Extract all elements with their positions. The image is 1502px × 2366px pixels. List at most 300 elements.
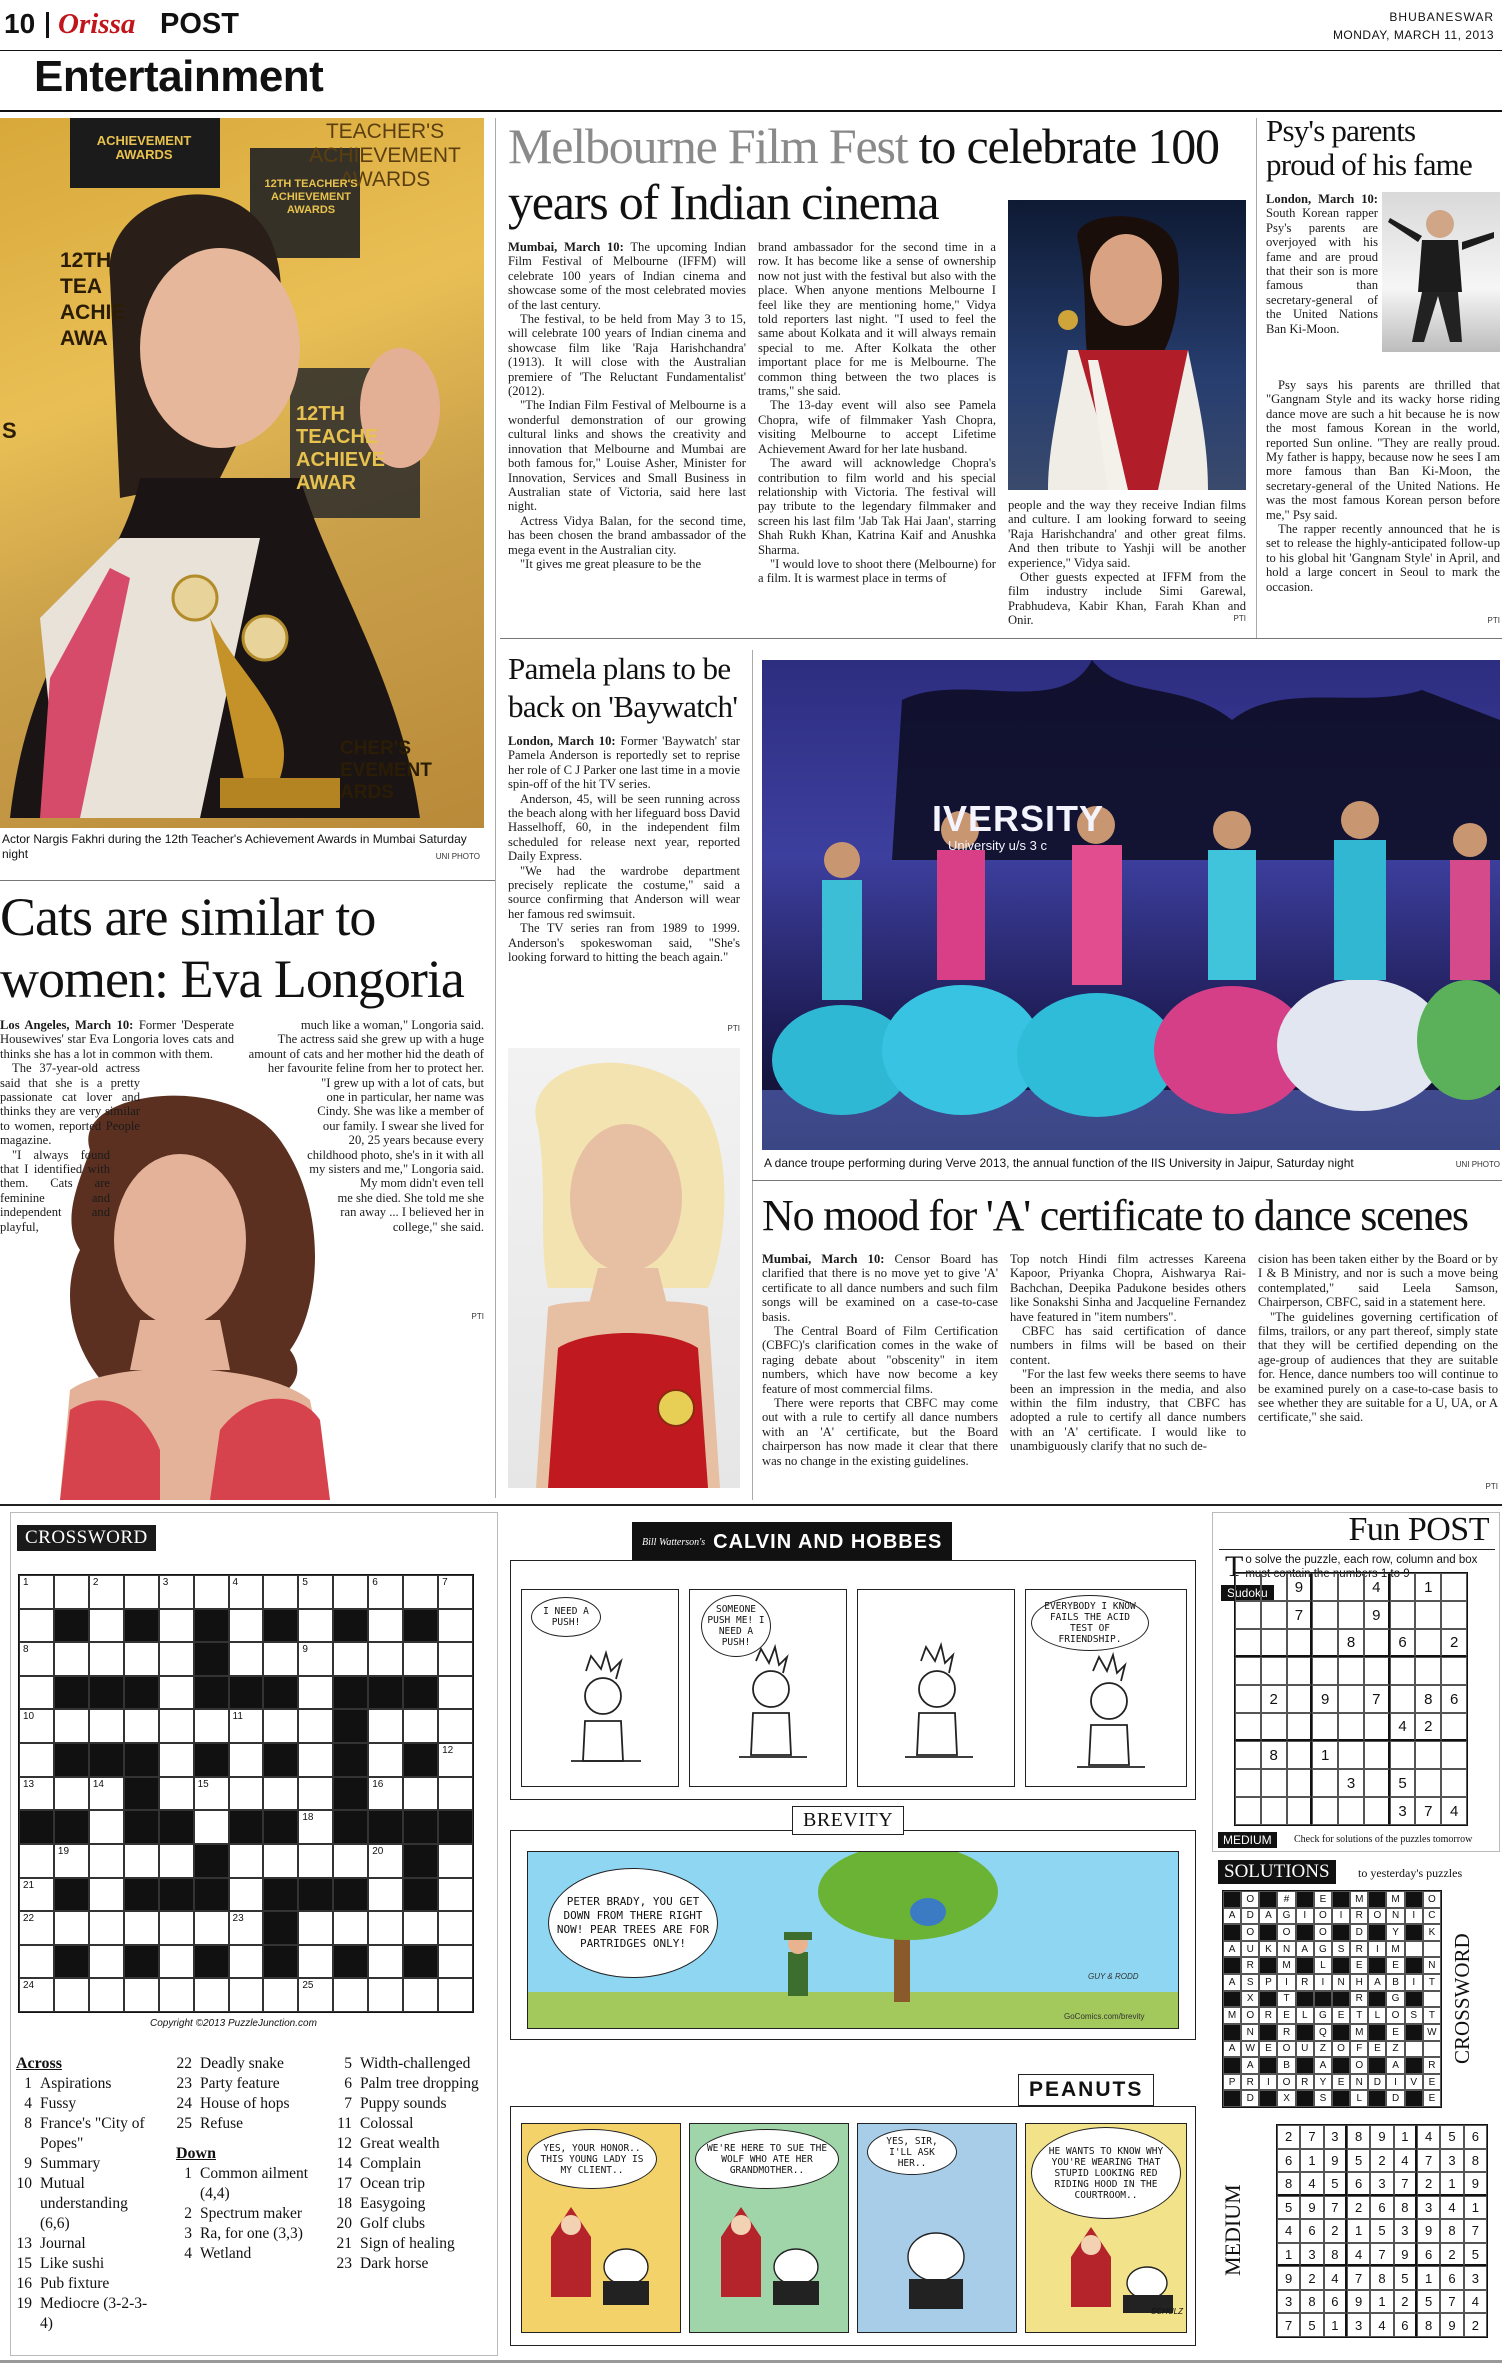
speech-bubble: PETER BRADY, YOU GET DOWN FROM THERE RIGHT NOW! PEAR TREES ARE FOR PARTRIDGES ONLY!	[548, 1868, 718, 1978]
sudoku-cell[interactable]	[1287, 1685, 1313, 1713]
crossword-cell[interactable]	[403, 1642, 438, 1676]
crossword-black-cell	[54, 1743, 89, 1777]
crossword-cell[interactable]	[438, 1676, 473, 1710]
solution-cell: U	[1241, 1941, 1259, 1958]
sudoku-cell[interactable]: 8	[1261, 1741, 1287, 1769]
crossword-cell[interactable]	[229, 1743, 264, 1777]
solution-cell: #	[1277, 1891, 1295, 1908]
crossword-cell[interactable]	[19, 1945, 54, 1979]
sudoku-cell[interactable]: 4	[1441, 1797, 1467, 1825]
crossword-cell[interactable]	[229, 1609, 264, 1643]
sudoku-cell: 3	[1394, 2219, 1417, 2243]
sudoku-cell[interactable]	[1441, 1573, 1467, 1601]
crossword-cell[interactable]	[403, 1777, 438, 1811]
solution-cell: M	[1277, 1957, 1295, 1974]
solution-cell: K	[1259, 1941, 1277, 1958]
sudoku-cell[interactable]	[1287, 1629, 1313, 1657]
clue-number: 5	[344, 2055, 352, 2072]
crossword-cell[interactable]	[333, 1978, 368, 2012]
speech-bubble: EVERYBODY I KNOW FAILS THE ACID TEST OF FRIENDSHIP.	[1031, 1595, 1149, 1651]
crossword-cell[interactable]	[89, 1575, 124, 1609]
crossword-cell[interactable]	[229, 1777, 264, 1811]
sudoku-cell[interactable]	[1364, 1797, 1390, 1825]
paragraph: The award will acknowledge Chopra's contribution to film world and his special relationship with Victoria. The festival will pay tribute to the legendary filmmaker and screen his last film 'Jab Tak Hai Jaan', starring Shah Rukh Khan, Katrina Kaif and Anushka Sharma.	[758, 456, 996, 557]
solution-cell: T	[1423, 2007, 1441, 2024]
sudoku-cell[interactable]: 2	[1441, 1629, 1467, 1657]
crossword-cell[interactable]	[229, 1878, 264, 1912]
calvin-byline: Bill Watterson's	[642, 1536, 706, 1548]
melbourne-col1	[508, 240, 746, 571]
crossword-black-cell	[333, 1810, 368, 1844]
sudoku-cell: 3	[1440, 2149, 1463, 2173]
crossword-cell[interactable]	[333, 1642, 368, 1676]
sudoku-cell[interactable]	[1312, 1629, 1338, 1657]
crossword-cell[interactable]	[89, 1878, 124, 1912]
sudoku-cell: 4	[1324, 2266, 1347, 2290]
sudoku-cell[interactable]	[1338, 1685, 1364, 1713]
sudoku-cell[interactable]	[1312, 1657, 1338, 1685]
sudoku-cell: 1	[1394, 2125, 1417, 2149]
crossword-cell[interactable]	[54, 1777, 89, 1811]
sudoku-cell[interactable]	[1441, 1657, 1467, 1685]
crossword-cell[interactable]	[159, 1978, 194, 2012]
sudoku-cell[interactable]	[1415, 1741, 1441, 1769]
crossword-cell[interactable]	[438, 1743, 473, 1777]
sudoku-cell: 9	[1440, 2313, 1463, 2337]
sudoku-cell[interactable]	[1261, 1797, 1287, 1825]
sudoku-cell[interactable]	[1235, 1797, 1261, 1825]
clue	[336, 2214, 486, 2234]
clue-number: 10	[23, 1711, 35, 1723]
sudoku-cell: 6	[1394, 2313, 1417, 2337]
solution-cell: W	[1241, 2041, 1259, 2058]
paragraph: CBFC has said certification of dance numbers in films will be based on their content.	[1010, 1324, 1246, 1367]
dance-photo	[762, 660, 1500, 1150]
solution-cell	[1332, 2090, 1350, 2107]
sudoku-cell[interactable]: 6	[1441, 1685, 1467, 1713]
sudoku-cell[interactable]: 5	[1390, 1769, 1416, 1797]
crossword-cell[interactable]	[89, 1642, 124, 1676]
sudoku-cell[interactable]	[1261, 1573, 1287, 1601]
sudoku-cell[interactable]: 8	[1415, 1685, 1441, 1713]
crossword-cell[interactable]	[229, 1911, 264, 1945]
paragraph: South Korean rapper Psy's parents are overjoyed with his fame and are proud that their son is more famous than secretary-general of the United Nations Ban Ki-Moon.	[1266, 206, 1378, 336]
solution-cell: M	[1386, 1941, 1404, 1958]
backdrop-text: TEACHER'S ACHIEVEMENT AWARDS	[309, 120, 461, 191]
crossword-cell[interactable]	[194, 1978, 229, 2012]
crossword-cell[interactable]	[54, 1642, 89, 1676]
sudoku-cell[interactable]: 2	[1415, 1713, 1441, 1741]
crossword-cell[interactable]	[89, 1844, 124, 1878]
crossword-cell[interactable]	[159, 1945, 194, 1979]
crossword-cell[interactable]	[438, 1777, 473, 1811]
sudoku-cell[interactable]	[1364, 1713, 1390, 1741]
sudoku-cell[interactable]	[1364, 1657, 1390, 1685]
sudoku-cell[interactable]	[1338, 1573, 1364, 1601]
crossword-cell[interactable]	[19, 1609, 54, 1643]
crossword-cell[interactable]	[124, 1575, 159, 1609]
clue	[16, 2074, 156, 2094]
solution-cell: L	[1350, 2090, 1368, 2107]
crossword-black-cell	[54, 1945, 89, 1979]
solution-cell: G	[1314, 2007, 1332, 2024]
sudoku-cell[interactable]	[1441, 1741, 1467, 1769]
crossword-black-cell	[54, 1676, 89, 1710]
sudoku-cell: 9	[1324, 2149, 1347, 2173]
paragraph: "The Indian Film Festival of Melbourne is a wonderful demonstration of our growing cultural links and shows the creativity and innovation that Melbourne and Mumbai are both famous for," Louise Asher, Minister for Innovation, Services and Small Business in Australian state of Victoria, said here last night.	[508, 398, 746, 514]
crossword-cell[interactable]	[89, 1978, 124, 2012]
crossword-cell[interactable]	[159, 1676, 194, 1710]
backdrop-text: CHER'S EVEMENT ARDS	[340, 738, 432, 803]
crossword-black-cell	[403, 1844, 438, 1878]
crossword-black-cell	[124, 1945, 159, 1979]
sudoku-cell[interactable]	[1312, 1797, 1338, 1825]
solution-cell: A	[1296, 1941, 1314, 1958]
solution-cell	[1368, 1924, 1386, 1941]
paragraph: The upcoming Indian Film Festival of Melbourne (IFFM) will celebrate 100 years of Indian cinema and showcase some of the most celebrated movies of the last century.	[508, 240, 746, 312]
crossword-cell[interactable]	[403, 1575, 438, 1609]
solution-cell	[1368, 2024, 1386, 2041]
solution-cell	[1405, 2041, 1423, 2058]
crossword-cell[interactable]	[89, 1911, 124, 1945]
sudoku-cell[interactable]: 7	[1415, 1797, 1441, 1825]
solution-cell: O	[1277, 2074, 1295, 2091]
crossword-cell[interactable]	[263, 1978, 298, 2012]
crossword-cell[interactable]	[159, 1743, 194, 1777]
crossword-cell[interactable]	[124, 1978, 159, 2012]
crossword-cell[interactable]	[19, 1777, 54, 1811]
clue-number: 15	[16, 2255, 32, 2272]
crossword-cell[interactable]	[229, 1844, 264, 1878]
crossword-cell[interactable]	[19, 1709, 54, 1743]
crossword-cell[interactable]	[159, 1609, 194, 1643]
crossword-cell[interactable]	[89, 1709, 124, 1743]
sudoku-cell[interactable]	[1287, 1769, 1313, 1797]
sudoku-cell[interactable]	[1235, 1657, 1261, 1685]
crossword-cell[interactable]	[368, 1911, 403, 1945]
censor-col3	[1258, 1252, 1498, 1425]
crossword-cell[interactable]	[194, 1709, 229, 1743]
sudoku-cell: 8	[1347, 2125, 1370, 2149]
crossword-cell[interactable]	[19, 1844, 54, 1878]
crossword-cell[interactable]	[368, 1609, 403, 1643]
crossword-cell[interactable]	[159, 1844, 194, 1878]
sudoku-cell: 1	[1417, 2266, 1440, 2290]
crossword-cell[interactable]	[438, 1878, 473, 1912]
crossword-cell[interactable]	[438, 1911, 473, 1945]
sudoku-cell[interactable]	[1441, 1769, 1467, 1797]
crossword-black-cell	[194, 1743, 229, 1777]
crossword-cell[interactable]	[19, 1575, 54, 1609]
sudoku-cell[interactable]	[1287, 1657, 1313, 1685]
sudoku-cell[interactable]: 8	[1338, 1629, 1364, 1657]
solution-cell: M	[1350, 2024, 1368, 2041]
sudoku-cell[interactable]: 1	[1415, 1573, 1441, 1601]
sudoku-cell[interactable]	[1235, 1629, 1261, 1657]
crossword-cell[interactable]	[298, 1777, 333, 1811]
calvin-header	[632, 1522, 952, 1562]
paragraph: The rapper recently announced that he is set to release the highly-anticipated follow-up to his global hit 'Gangnam Style' in April, and hold a large concert in Seoul to mark the occasion.	[1266, 522, 1500, 594]
crossword-cell[interactable]	[159, 1911, 194, 1945]
crossword-cell[interactable]	[298, 1945, 333, 1979]
crossword-cell[interactable]	[368, 1743, 403, 1777]
sudoku-cell: 7	[1370, 2243, 1393, 2267]
crossword-cell[interactable]	[263, 1575, 298, 1609]
crossword-cell[interactable]	[438, 1945, 473, 1979]
crossword-cell[interactable]	[263, 1642, 298, 1676]
solution-cell: M	[1223, 2007, 1241, 2024]
crossword-cell[interactable]	[89, 1777, 124, 1811]
crossword-cell[interactable]	[194, 1911, 229, 1945]
solution-cell: W	[1423, 2024, 1441, 2041]
crossword-cell[interactable]	[19, 1878, 54, 1912]
solution-cell	[1259, 1991, 1277, 2008]
sudoku-cell[interactable]	[1235, 1741, 1261, 1769]
solution-cell	[1368, 1957, 1386, 1974]
sudoku-cell[interactable]	[1261, 1769, 1287, 1797]
crossword-cell[interactable]	[229, 1575, 264, 1609]
crossword-cell[interactable]	[159, 1575, 194, 1609]
sudoku-cell[interactable]	[1338, 1713, 1364, 1741]
solution-cell: C	[1423, 1908, 1441, 1925]
city: BHUBANESWAR	[1389, 10, 1494, 24]
brevity-title: BREVITY	[792, 1806, 904, 1835]
sudoku-cell[interactable]	[1441, 1713, 1467, 1741]
paragraph: "The guidelines governing certification of films, trailors, or any part thereof, simply state that they will be certified depending on the age-group of audiences that they are suitable for. Hence, dance numbers too will continue to be examined purely on a case-to-case basis to see whether they are suitable for a U, UA, or A certificate," she said.	[1258, 1309, 1498, 1425]
crossword-grid[interactable]	[18, 1574, 474, 2013]
crossword-cell[interactable]	[368, 1642, 403, 1676]
crossword-cell[interactable]	[124, 1642, 159, 1676]
sudoku-cell[interactable]: 2	[1261, 1685, 1287, 1713]
sudoku-cell[interactable]: 3	[1338, 1769, 1364, 1797]
clue	[336, 2114, 486, 2134]
sudoku-cell[interactable]: 6	[1390, 1629, 1416, 1657]
crossword-cell[interactable]	[438, 1609, 473, 1643]
sudoku-cell[interactable]: 7	[1287, 1601, 1313, 1629]
crossword-cell[interactable]	[124, 1911, 159, 1945]
crossword-cell[interactable]	[368, 1709, 403, 1743]
sudoku-cell[interactable]	[1390, 1741, 1416, 1769]
crossword-black-cell	[403, 1810, 438, 1844]
crossword-black-cell	[124, 1609, 159, 1643]
sudoku-cell[interactable]: 4	[1364, 1573, 1390, 1601]
crossword-cell[interactable]	[19, 1743, 54, 1777]
crossword-cell[interactable]	[89, 1609, 124, 1643]
sudoku-grid[interactable]	[1234, 1572, 1468, 1826]
crossword-cell[interactable]	[438, 1575, 473, 1609]
solution-cell	[1259, 2057, 1277, 2074]
solution-cell: R	[1423, 2057, 1441, 2074]
solution-cell: R	[1296, 2074, 1314, 2091]
sudoku-cell[interactable]	[1261, 1657, 1287, 1685]
sudoku-cell[interactable]	[1312, 1713, 1338, 1741]
crossword-cell[interactable]	[229, 1642, 264, 1676]
solutions-title: SOLUTIONS	[1218, 1860, 1336, 1884]
crossword-cell[interactable]	[194, 1777, 229, 1811]
censor-col1	[762, 1252, 998, 1468]
speech-bubble: YES, YOUR HONOR.. THIS YOUNG LADY IS MY CLIENT..	[527, 2129, 657, 2189]
crossword-cell[interactable]	[124, 1709, 159, 1743]
crossword-cell[interactable]	[159, 1709, 194, 1743]
solutions-crossword-label: CROSSWORD	[1450, 1933, 1474, 2065]
sudoku-cell[interactable]	[1287, 1797, 1313, 1825]
crossword-cell[interactable]	[54, 1911, 89, 1945]
sudoku-cell[interactable]	[1390, 1685, 1416, 1713]
sudoku-cell[interactable]	[1338, 1797, 1364, 1825]
paragraph: The Central Board of Film Certification (CBFC)'s clarification comes in the wake of raging debate about "obscenity" in item numbers, which have now become a key feature of most commercial films.	[762, 1324, 998, 1396]
clue-text: Journal	[40, 2235, 86, 2252]
sudoku-cell[interactable]: 4	[1390, 1713, 1416, 1741]
sudoku-cell[interactable]: 9	[1364, 1601, 1390, 1629]
sudoku-cell[interactable]	[1287, 1741, 1313, 1769]
sudoku-cell: 3	[1464, 2266, 1487, 2290]
sudoku-cell[interactable]	[1261, 1601, 1287, 1629]
sudoku-cell[interactable]	[1415, 1769, 1441, 1797]
headline-line: Cats are similar to	[0, 887, 376, 947]
crossword-cell[interactable]	[403, 1709, 438, 1743]
crossword-cell[interactable]	[194, 1810, 229, 1844]
crossword-cell[interactable]	[298, 1911, 333, 1945]
sudoku-cell[interactable]	[1390, 1657, 1416, 1685]
crossword-cell[interactable]	[333, 1911, 368, 1945]
sudoku-cell[interactable]	[1338, 1741, 1364, 1769]
crossword-cell[interactable]	[333, 1844, 368, 1878]
sudoku-cell[interactable]: 9	[1312, 1685, 1338, 1713]
solution-cell	[1296, 2024, 1314, 2041]
sudoku-cell[interactable]	[1338, 1657, 1364, 1685]
crossword-black-cell	[403, 1945, 438, 1979]
solution-cell: I	[1259, 2074, 1277, 2091]
solution-cell: A	[1314, 2057, 1332, 2074]
clue-number: 13	[23, 1778, 35, 1790]
crossword-cell[interactable]	[229, 1978, 264, 2012]
crossword-cell[interactable]	[19, 1911, 54, 1945]
crossword-cell[interactable]	[298, 1844, 333, 1878]
crossword-cell[interactable]	[438, 1978, 473, 2012]
clue-text: Pub fixture	[40, 2275, 110, 2292]
sudoku-cell[interactable]	[1261, 1713, 1287, 1741]
crossword-cell[interactable]	[333, 1575, 368, 1609]
clue	[176, 2094, 326, 2114]
crossword-cell[interactable]	[89, 1810, 124, 1844]
crossword-cell[interactable]	[298, 1676, 333, 1710]
sudoku-cell[interactable]	[1312, 1601, 1338, 1629]
crossword-cell[interactable]	[298, 1609, 333, 1643]
crossword-cell[interactable]	[19, 1642, 54, 1676]
crossword-cell[interactable]	[54, 1575, 89, 1609]
sudoku-cell[interactable]	[1364, 1629, 1390, 1657]
crossword-cell[interactable]	[368, 1878, 403, 1912]
crossword-cell[interactable]	[54, 1844, 89, 1878]
crossword-cell[interactable]	[263, 1844, 298, 1878]
clue-text: France's "City of Popes"	[40, 2115, 145, 2152]
headline-line: Psy's parents	[1266, 113, 1416, 148]
crossword-cell[interactable]	[368, 1777, 403, 1811]
crossword-cell[interactable]	[263, 1777, 298, 1811]
sudoku-cell[interactable]	[1235, 1713, 1261, 1741]
crossword-cell[interactable]	[54, 1978, 89, 2012]
sudoku-cell[interactable]: 3	[1390, 1797, 1416, 1825]
sudoku-cell[interactable]: 9	[1287, 1573, 1313, 1601]
sudoku-cell[interactable]	[1235, 1769, 1261, 1797]
clue-text: Easygoing	[360, 2195, 426, 2212]
crossword-cell[interactable]	[298, 1575, 333, 1609]
crossword-cell[interactable]	[298, 1810, 333, 1844]
crossword-cell[interactable]	[368, 1945, 403, 1979]
crossword-cell[interactable]	[159, 1642, 194, 1676]
solution-cell: E	[1368, 2041, 1386, 2058]
sudoku-cell[interactable]	[1261, 1629, 1287, 1657]
crossword-cell[interactable]	[194, 1575, 229, 1609]
sudoku-cell[interactable]	[1390, 1573, 1416, 1601]
crossword-cell[interactable]	[403, 1978, 438, 2012]
sudoku-cell[interactable]	[1390, 1601, 1416, 1629]
crossword-black-cell	[263, 1676, 298, 1710]
crossword-cell[interactable]	[54, 1709, 89, 1743]
crossword-black-cell	[194, 1878, 229, 1912]
vidya-photo	[1008, 200, 1246, 490]
sudoku-cell[interactable]	[1415, 1629, 1441, 1657]
crossword-cell[interactable]	[159, 1777, 194, 1811]
crossword-cell[interactable]	[263, 1709, 298, 1743]
sudoku-cell[interactable]	[1312, 1573, 1338, 1601]
across-list	[16, 2074, 156, 2334]
solution-cell	[1223, 2090, 1241, 2107]
sudoku-cell[interactable]	[1287, 1713, 1313, 1741]
sudoku-cell[interactable]	[1338, 1601, 1364, 1629]
sudoku-cell[interactable]	[1441, 1601, 1467, 1629]
crossword-cell[interactable]	[438, 1844, 473, 1878]
sudoku-cell[interactable]	[1235, 1573, 1261, 1601]
solution-cell	[1259, 1924, 1277, 1941]
nargis-photo	[0, 118, 484, 828]
across-title: Across	[16, 2055, 62, 2072]
sudoku-cell: 5	[1370, 2219, 1393, 2243]
crossword-cell[interactable]	[438, 1642, 473, 1676]
crossword-cell[interactable]	[298, 1709, 333, 1743]
down-list	[176, 2164, 326, 2264]
sudoku-cell[interactable]	[1364, 1741, 1390, 1769]
sudoku-cell[interactable]	[1312, 1769, 1338, 1797]
solution-cell	[1405, 1957, 1423, 1974]
sudoku-cell: 7	[1394, 2172, 1417, 2196]
crossword-cell[interactable]	[124, 1844, 159, 1878]
crossword-cell[interactable]	[298, 1743, 333, 1777]
crossword-cell[interactable]	[368, 1575, 403, 1609]
sudoku-cell[interactable]	[1235, 1601, 1261, 1629]
sudoku-cell[interactable]: 7	[1364, 1685, 1390, 1713]
sudoku-cell[interactable]	[1235, 1685, 1261, 1713]
solution-cell	[1296, 1957, 1314, 1974]
sudoku-cell[interactable]: 1	[1312, 1741, 1338, 1769]
crossword-cell[interactable]	[368, 1844, 403, 1878]
crossword-cell[interactable]	[438, 1709, 473, 1743]
solution-cell: S	[1241, 1974, 1259, 1991]
sudoku-cell[interactable]	[1415, 1601, 1441, 1629]
crossword-cell[interactable]	[19, 1978, 54, 2012]
crossword-cell[interactable]	[89, 1945, 124, 1979]
sudoku-cell[interactable]	[1415, 1657, 1441, 1685]
crossword-cell[interactable]	[298, 1642, 333, 1676]
crossword-cell[interactable]	[403, 1911, 438, 1945]
crossword-cell[interactable]	[19, 1676, 54, 1710]
sudoku-cell: 7	[1277, 2313, 1300, 2337]
crossword-cell[interactable]	[368, 1978, 403, 2012]
sudoku-cell[interactable]	[1364, 1769, 1390, 1797]
crossword-cell[interactable]	[229, 1945, 264, 1979]
crossword-cell[interactable]	[298, 1978, 333, 2012]
crossword-cell[interactable]	[229, 1709, 264, 1743]
